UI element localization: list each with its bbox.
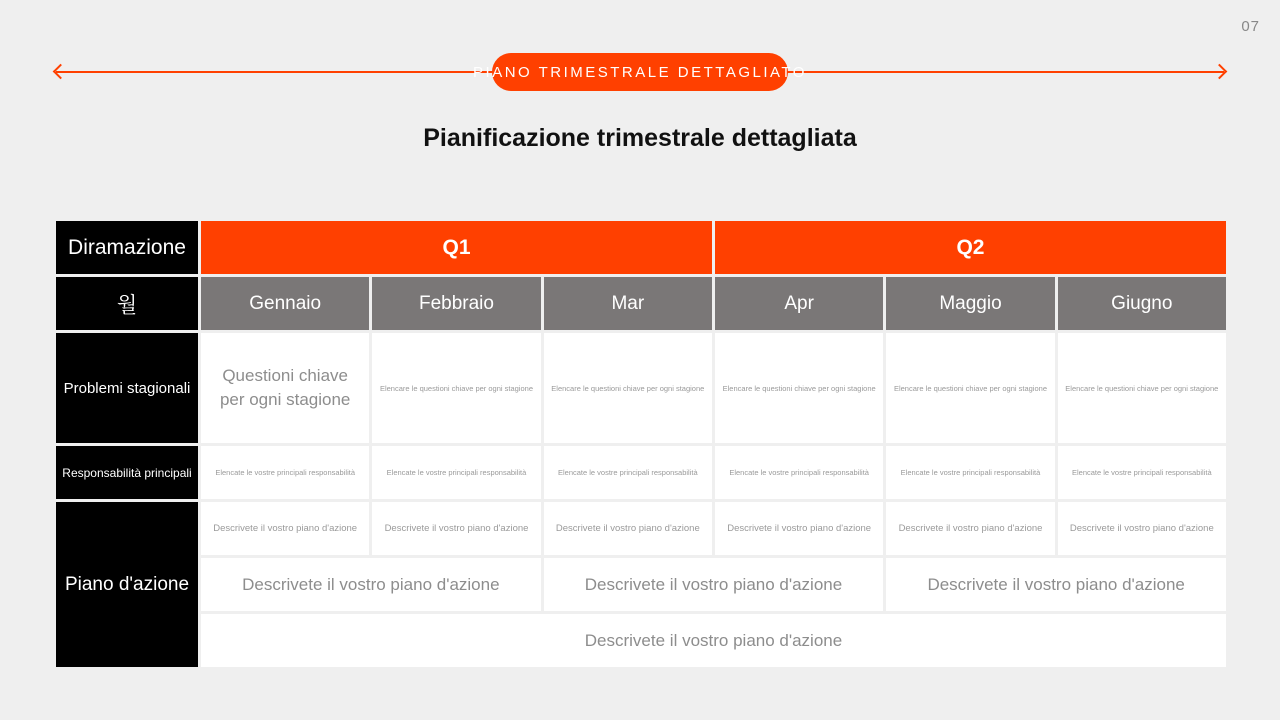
table-cell: Descrivete il vostro piano d'azione xyxy=(886,558,1226,611)
table-cell: Descrivete il vostro piano d'azione xyxy=(544,502,712,555)
row-header-responsibilities: Responsabilità principali xyxy=(56,446,198,499)
month-header: Giugno xyxy=(1058,277,1226,330)
table-cell: Elencare le questioni chiave per ogni stagione xyxy=(1058,333,1226,443)
month-header: Maggio xyxy=(886,277,1054,330)
table-cell: Descrivete il vostro piano d'azione xyxy=(201,614,1226,667)
page-title: Pianificazione trimestrale dettagliata xyxy=(423,124,857,152)
table-cell: Elencare le questioni chiave per ogni stagione xyxy=(372,333,540,443)
arrow-left-icon xyxy=(53,64,69,80)
table-cell: Descrivete il vostro piano d'azione xyxy=(1058,502,1226,555)
quarter-header-q1: Q1 xyxy=(201,221,712,274)
table-cell: Questioni chiave per ogni stagione xyxy=(201,333,369,443)
month-header: Gennaio xyxy=(201,277,369,330)
section-banner: PIANO TRIMESTRALE DETTAGLIATO xyxy=(492,53,788,91)
table-cell: Elencare le questioni chiave per ogni stagione xyxy=(715,333,883,443)
table-cell: Elencate le vostre principali responsabilità xyxy=(715,446,883,499)
table-cell: Descrivete il vostro piano d'azione xyxy=(715,502,883,555)
table-cell: Elencate le vostre principali responsabilità xyxy=(886,446,1054,499)
table-cell: Elencare le questioni chiave per ogni stagione xyxy=(886,333,1054,443)
table-cell: Descrivete il vostro piano d'azione xyxy=(372,502,540,555)
month-header: Febbraio xyxy=(372,277,540,330)
row-header-action-plan: Piano d'azione xyxy=(56,502,198,667)
page-number: 07 xyxy=(1241,18,1260,35)
table-cell: Elencate le vostre principali responsabilità xyxy=(1058,446,1226,499)
corner-header: Diramazione xyxy=(56,221,198,274)
table-cell: Elencate le vostre principali responsabilità xyxy=(201,446,369,499)
table-cell: Descrivete il vostro piano d'azione xyxy=(201,558,541,611)
table-cell: Elencare le questioni chiave per ogni stagione xyxy=(544,333,712,443)
arrow-right-icon xyxy=(1212,64,1228,80)
row-header-seasonal: Problemi stagionali xyxy=(56,333,198,443)
table-cell: Descrivete il vostro piano d'azione xyxy=(886,502,1054,555)
table-cell: Elencate le vostre principali responsabilità xyxy=(544,446,712,499)
month-row-header: 월 xyxy=(56,277,198,330)
quarter-header-q2: Q2 xyxy=(715,221,1226,274)
table-cell: Descrivete il vostro piano d'azione xyxy=(544,558,884,611)
month-header: Mar xyxy=(544,277,712,330)
month-header: Apr xyxy=(715,277,883,330)
table-cell: Descrivete il vostro piano d'azione xyxy=(201,502,369,555)
quarterly-plan-table xyxy=(56,221,1226,665)
table-cell: Elencate le vostre principali responsabilità xyxy=(372,446,540,499)
